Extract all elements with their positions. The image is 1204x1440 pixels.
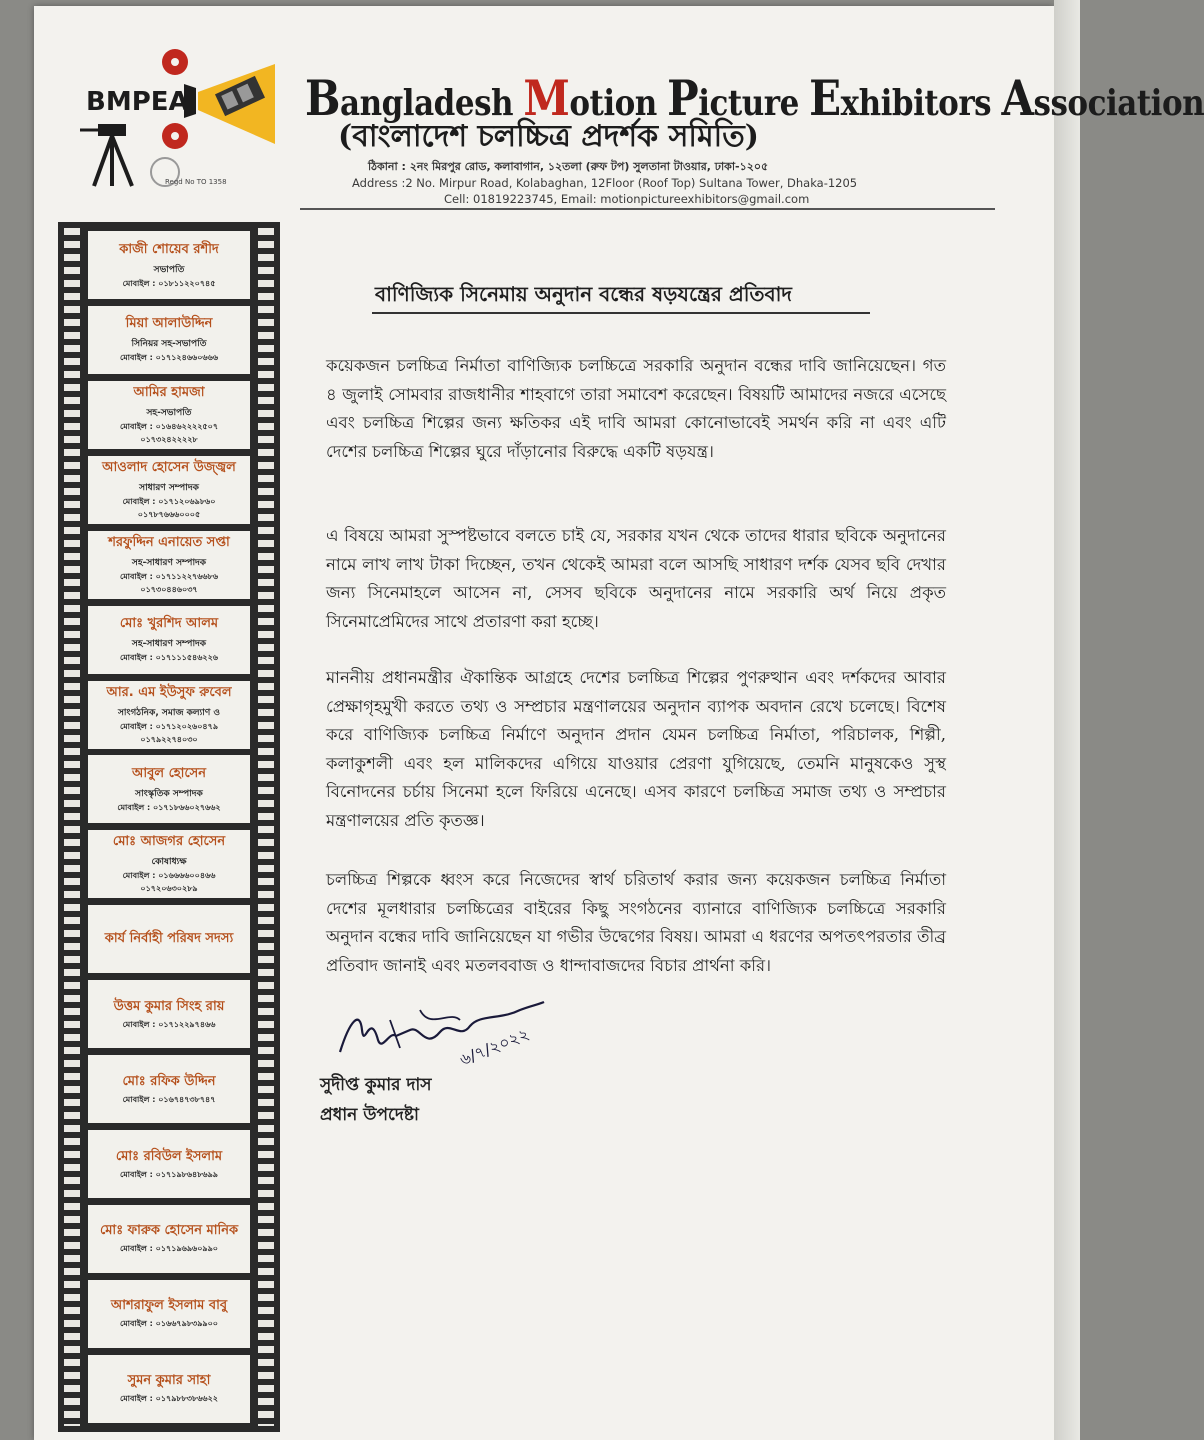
org-name-bengali: (বাংলাদেশ চলচ্চিত্র প্রদর্শক সমিতি) xyxy=(338,119,759,154)
member-frame xyxy=(88,980,250,1048)
member-phone: মোবাইল : ০১৬৬৭৯৮৩৯৯০০ xyxy=(119,1319,219,1329)
member-frame xyxy=(88,905,250,973)
registration-number: Regd No TO 1358 xyxy=(165,178,227,186)
header-divider xyxy=(300,208,995,210)
member-frame xyxy=(88,681,250,749)
member-name: সুমন কুমার সাহা xyxy=(127,1373,211,1389)
member-phone: মোবাইল : ০১৭১১২২৭৬৬৮৬ xyxy=(119,571,219,581)
committee-filmstrip xyxy=(58,222,280,1432)
film-perforation-right xyxy=(258,228,274,1426)
org-name-w5-rest: ssociation xyxy=(1033,82,1204,125)
paragraph-1: কয়েকজন চলচ্চিত্র নির্মাতা বাণিজ্যিক চলচ্চিত্রে সরকারি অনুদান বন্ধের দাবি জানিয়েছেন। গত ৪ জুলাই সোমবার রাজধানীর শাহবাগে তারা সমাবেশ করেছেন। বিষয়টি আমাদের নজরে এসেছে এবং চলচ্চিত্র শিল্পের জন্য ক্ষতিকর এই দাবি আমরা কোনোভাবেই সমর্থন করি না এবং এটি দেশের চলচ্চিত্র শিল্পের ঘুরে দাঁড়ানোর বিরুদ্ধে একটি ষড়যন্ত্র। xyxy=(326,356,946,461)
org-name-w1-rest: angladesh xyxy=(340,82,524,125)
signer-name: সুদীপ্ত কুমার দাস xyxy=(320,1075,432,1095)
title-underline xyxy=(372,312,870,314)
logo-text: BMPEA xyxy=(86,87,189,117)
org-name-w3-cap: P xyxy=(667,70,699,127)
member-frame xyxy=(88,1130,250,1198)
member-name: মোঃ রবিউল ইসলাম xyxy=(115,1148,223,1164)
member-frame xyxy=(88,1280,250,1348)
member-name: আমির হামজা xyxy=(133,384,205,400)
member-phone-alt: ০১৭৯২২৭৪০৩০ xyxy=(140,734,198,744)
member-phone: মোবাইল : ০১৭১৯৮৬৪৮৬৯৯ xyxy=(119,1169,218,1179)
member-frame xyxy=(88,1055,250,1123)
member-phone-alt: ০১৭৩২৪২২২২৮ xyxy=(140,434,198,444)
member-frame xyxy=(88,381,250,449)
member-phone-alt: ০১৭৮৭৬৬৬০০০৫ xyxy=(137,509,201,519)
member-phone-alt: ০১৭২০৬৩০২৮৯ xyxy=(140,884,198,894)
member-phone: মোবাইল : ০১৭১২০৬৯৮৬০ xyxy=(122,496,216,506)
org-name-w1-cap: B xyxy=(305,70,340,127)
member-name: আশরাফুল ইসলাম বাবু xyxy=(110,1298,228,1314)
member-role: সহ-সাধারণ সম্পাদক xyxy=(131,557,207,568)
member-phone: মোবাইল : ০১৭১৮৬৬০২৭৬৬২ xyxy=(117,802,221,812)
paragraph-4: চলচ্চিত্র শিল্পকে ধ্বংস করে নিজেদের স্বার্থ চরিতার্থ করার জন্য কয়েকজন চলচ্চিত্র নির্মাতা দেশের মূলধারার চলচ্চিত্রের বাইরের কিছু সংগঠনের ব্যানারে বাণিজ্যিক চলচ্চিত্রে সরকারি অনুদান বন্ধের দাবি জানিয়েছেন যা গভীর উদ্বেগের বিষয়। আমরা এ ধরণের অপতৎপরতার তীব্র প্রতিবাদ জানাই এবং মতলববাজ ও ধান্দাবাজদের বিচার প্রার্থনা করি। xyxy=(326,870,946,975)
member-role: সাধারণ সম্পাদক xyxy=(139,482,199,493)
member-name: কার্য নির্বাহী পরিষদ সদস্য xyxy=(104,930,234,946)
member-frame xyxy=(88,456,250,524)
member-phone: মোবাইল : ০১৭১৯৬৯৬০৯৯০ xyxy=(119,1244,219,1254)
address-english: Address :2 No. Mirpur Road, Kolabaghan, 12Floor (Roof Top) Sultana Tower, Dhaka-1205 xyxy=(352,176,858,190)
member-role: সহ-সভাপতি xyxy=(146,407,192,418)
org-name-w4-cap: E xyxy=(809,70,841,127)
paragraph-3: মাননীয় প্রধানমন্ত্রীর ঐকান্তিক আগ্রহে দেশের চলচ্চিত্র শিল্পের পুণরুত্থান এবং দর্শকদের আবার প্রেক্ষাগৃহমুখী করতে তথ্য ও সম্প্রচার মন্ত্রণালয়ের অনুদান ব্যাপক অবদান রেখে চলেছে। বিশেষ করে বাণিজ্যিক চলচ্চিত্র নির্মাণে অনুদান প্রদান যেমন চলচ্চিত্র নির্মাতা, পরিচালক, শিল্পী, কলাকুশলী এবং হল মালিকদের এগিয়ে যাওয়ার প্রেরণা যুগিয়েছে, তেমনি মানুষকেও সুস্থ বিনোদনের চর্চায় সিনেমা হলে ফিরিয়ে এনেছে। এসব কারণে চলচ্চিত্র সমাজ তথ্য ও সম্প্রচার মন্ত্রণালয়ের প্রতি কৃতজ্ঞ। xyxy=(326,668,946,830)
member-role: কোষাধ্যক্ষ xyxy=(151,857,187,868)
member-frame xyxy=(88,306,250,374)
member-frame xyxy=(88,531,250,599)
member-phone: মোবাইল : ০১৭১২৪৬৬০৬৬৬ xyxy=(119,353,219,363)
letter-title: বাণিজ্যিক সিনেমায় অনুদান বন্ধের ষড়যন্ত্রের প্রতিবাদ xyxy=(375,282,792,306)
member-role: সভাপতি xyxy=(153,264,185,275)
member-frame xyxy=(88,1205,250,1273)
member-role: সাংগঠনিক, সমাজ কল্যাণ ও xyxy=(117,707,221,718)
member-role: সাংস্কৃতিক সম্পাদক xyxy=(135,788,203,799)
paragraph-2: এ বিষয়ে আমরা সুস্পষ্টভাবে বলতে চাই যে, সরকার যখন থেকে তাদের ধারার ছবিকে অনুদানের নামে লাখ লাখ টাকা দিচ্ছেন, তখন থেকেই আমরা বলে আসছি সাধারণ দর্শক যেসব ছবি দেখার জন্য সিনেমাহলে আসেন না, সেসব ছবিকে অনুদানের নামে সরকারি অর্থ নিয়ে প্রকৃত সিনেমাপ্রেমিদের সাথে প্রতারণা করা হচ্ছে। xyxy=(326,526,946,631)
member-name: কাজী শোয়েব রশীদ xyxy=(119,241,219,257)
background-edge xyxy=(1054,0,1080,1440)
member-phone: মোবাইল : ০১৬৭৪৭৩৮৭৪৭ xyxy=(122,1094,216,1104)
member-name: মোঃ আজগর হোসেন xyxy=(112,834,226,850)
member-name: আর. এম ইউসুফ রুবেল xyxy=(106,684,232,700)
member-phone: মোবাইল : ০১৭৯৮৮৩৮৬৬২২ xyxy=(119,1394,219,1404)
member-role: সিনিয়র সহ-সভাপতি xyxy=(131,339,207,350)
org-name-w2-rest: otion xyxy=(569,82,668,125)
member-frame xyxy=(88,606,250,674)
member-list xyxy=(88,228,250,1426)
member-phone: মোবাইল : ০১৬৪৬২২২২৫০৭ xyxy=(119,421,219,431)
address-bengali: ঠিকানা : ২নং মিরপুর রোড, কলাবাগান, ১২তলা (রুফ টপ) সুলতানা টাওয়ার, ঢাকা-১২০৫ xyxy=(368,160,769,173)
member-name: মোঃ ফারুক হোসেন মানিক xyxy=(99,1223,239,1239)
member-frame xyxy=(88,1355,250,1423)
member-name: মোঃ রফিক উদ্দিন xyxy=(122,1073,216,1089)
org-name-w5-cap: A xyxy=(1001,70,1034,127)
org-name-w2-cap: M xyxy=(523,70,570,127)
member-name: শরফুদ্দিন এনায়েত সপ্তা xyxy=(108,534,230,550)
member-phone: মোবাইল : ০১৬৬৬৬০০৪৬৬ xyxy=(122,871,216,881)
handwritten-signature xyxy=(330,990,560,1070)
signature-date: ৬/৭/২০২২ xyxy=(456,1024,532,1070)
contact-line: Cell: 01819223745, Email: motionpictureexhibitors@gmail.com xyxy=(444,192,810,206)
member-phone: মোবাইল : ০১৭১২২৯৭৪৬৬ xyxy=(122,1019,216,1029)
member-phone: মোবাইল : ০১৮১১২২০৭৪৫ xyxy=(122,278,216,288)
member-name: আবুল হোসেন xyxy=(131,765,207,781)
member-name: উত্তম কুমার সিংহ রায় xyxy=(113,998,225,1014)
member-role: সহ-সাধারণ সম্পাদক xyxy=(131,639,207,650)
film-perforation-left xyxy=(64,228,80,1426)
member-name: আওলাদ হোসেন উজ্জ্বল xyxy=(102,459,236,475)
org-name-w4-rest: xhibitors xyxy=(840,82,1002,125)
member-name: মিয়া আলাউদ্দিন xyxy=(125,316,213,332)
org-name-w3-rest: icture xyxy=(698,82,810,125)
member-frame xyxy=(88,755,250,823)
member-name: মোঃ খুরশিদ আলম xyxy=(119,616,219,632)
member-phone-alt: ০১৭৩০৪৪৬০৩৭ xyxy=(140,584,198,594)
member-phone: মোবাইল : ০১৭১২০২৬০৪৭৯ xyxy=(119,721,219,731)
signer-title: প্রধান উপদেষ্টা xyxy=(320,1105,419,1125)
member-frame xyxy=(88,231,250,299)
bmpea-logo xyxy=(80,44,290,194)
member-frame xyxy=(88,830,250,898)
member-phone: মোবাইল : ০১৭১১১৫৪৬২২৬ xyxy=(119,653,219,663)
